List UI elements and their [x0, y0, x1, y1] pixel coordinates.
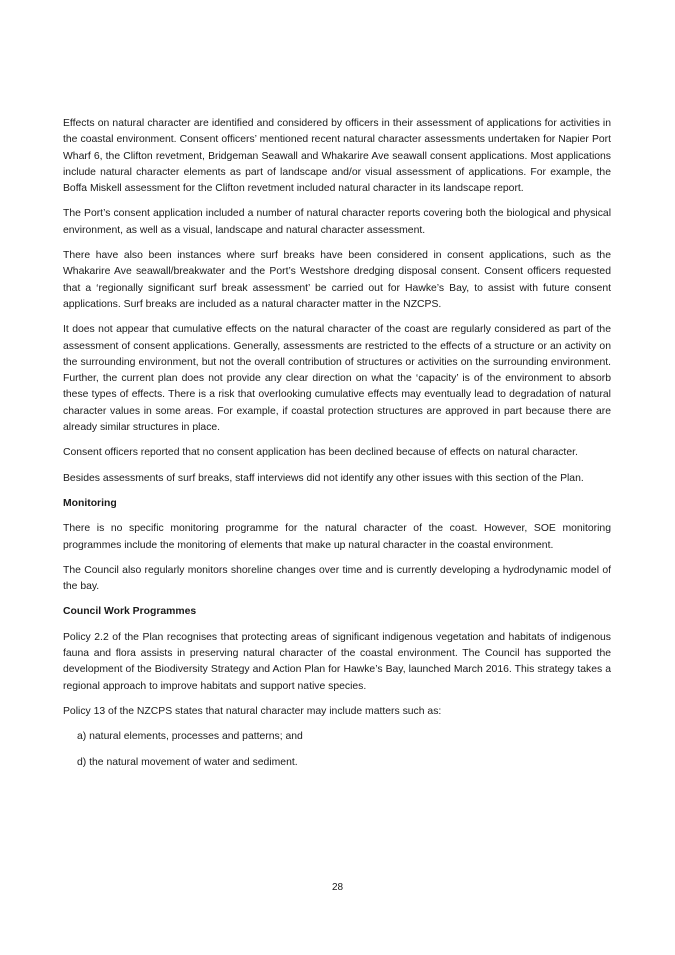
paragraph: There is no specific monitoring programme for the natural character of the coast. However, SOE monitoring programmes include the monitoring of elements that make up natural character in the coastal environment. — [63, 523, 611, 551]
section-heading-council-work-programmes: Council Work Programmes — [63, 606, 197, 618]
paragraph: Policy 2.2 of the Plan recognises that protecting areas of significant indigenous vegetation and habitats of indigenous fauna and flora assists in preserving natural character of the coastal environment. The Council has supported the development of the Biodiversity Strategy and Action Plan for Hawke’s Bay, launched March 2016. This strategy takes a regional approach to improve habitats and support native species. — [63, 631, 611, 692]
paragraph: Consent officers reported that no consent application has been declined because of effects on natural character. — [63, 447, 578, 459]
paragraph: The Port’s consent application included a number of natural character reports covering both the biological and physical environment, as well as a visual, landscape and natural character assessment. — [63, 208, 611, 236]
paragraph: The Council also regularly monitors shoreline changes over time and is currently developing a hydrodynamic model of the bay. — [63, 564, 611, 593]
section-heading-monitoring: Monitoring — [63, 497, 117, 509]
list-item: a) natural elements, processes and patterns; and — [77, 731, 303, 743]
paragraph: Besides assessments of surf breaks, staff interviews did not identify any other issues with this section of the Plan. — [63, 472, 584, 484]
paragraph: It does not appear that cumulative effects on the natural character of the coast are regularly considered as part of the assessment of consent applications. Generally, assessments are restricted to the effects of a structure or an activity on the surrounding environment, but not the overall contribution of structures or activities on the surrounding environment. Further, the current plan does not provide any clear direction on what the ‘capacity’ is of the environment to absorb these types of effects. There is a risk that overlooking cumulative effects may eventually lead to degradation of natural character values in some areas. For example, if coastal protection structures are approved in part because there are already similar structures in place. — [63, 324, 611, 434]
list-item: d) the natural movement of water and sediment. — [77, 756, 298, 768]
paragraph: Effects on natural character are identified and considered by officers in their assessment of applications for activities in the coastal environment. Consent officers’ mentioned recent natural character assessments undertaken for Napier Port Wharf 6, the Clifton revetment, Bridgeman Seawall and Whakarire Ave seawall consent applications. Most applications include natural character elements as part of landscape and/or visual assessment of applications. For example, the Boffa Miskell assessment for the Clifton revetment included natural character in its landscape report. — [63, 118, 611, 195]
document-page — [63, 116, 611, 780]
paragraph: There have also been instances where surf breaks have been considered in consent applications, such as the Whakarire Ave seawall/breakwater and the Port’s Westshore dredging disposal consent. Consent officers requested that a ‘regionally significant surf break assessment’ be carried out for Hawke’s Bay, to assist with future consent applications. Surf breaks are included as a natural character matter in the NZCPS. — [63, 250, 611, 310]
paragraph: Policy 13 of the NZCPS states that natural character may include matters such as: — [63, 705, 442, 717]
page-number: 28 — [331, 882, 344, 893]
